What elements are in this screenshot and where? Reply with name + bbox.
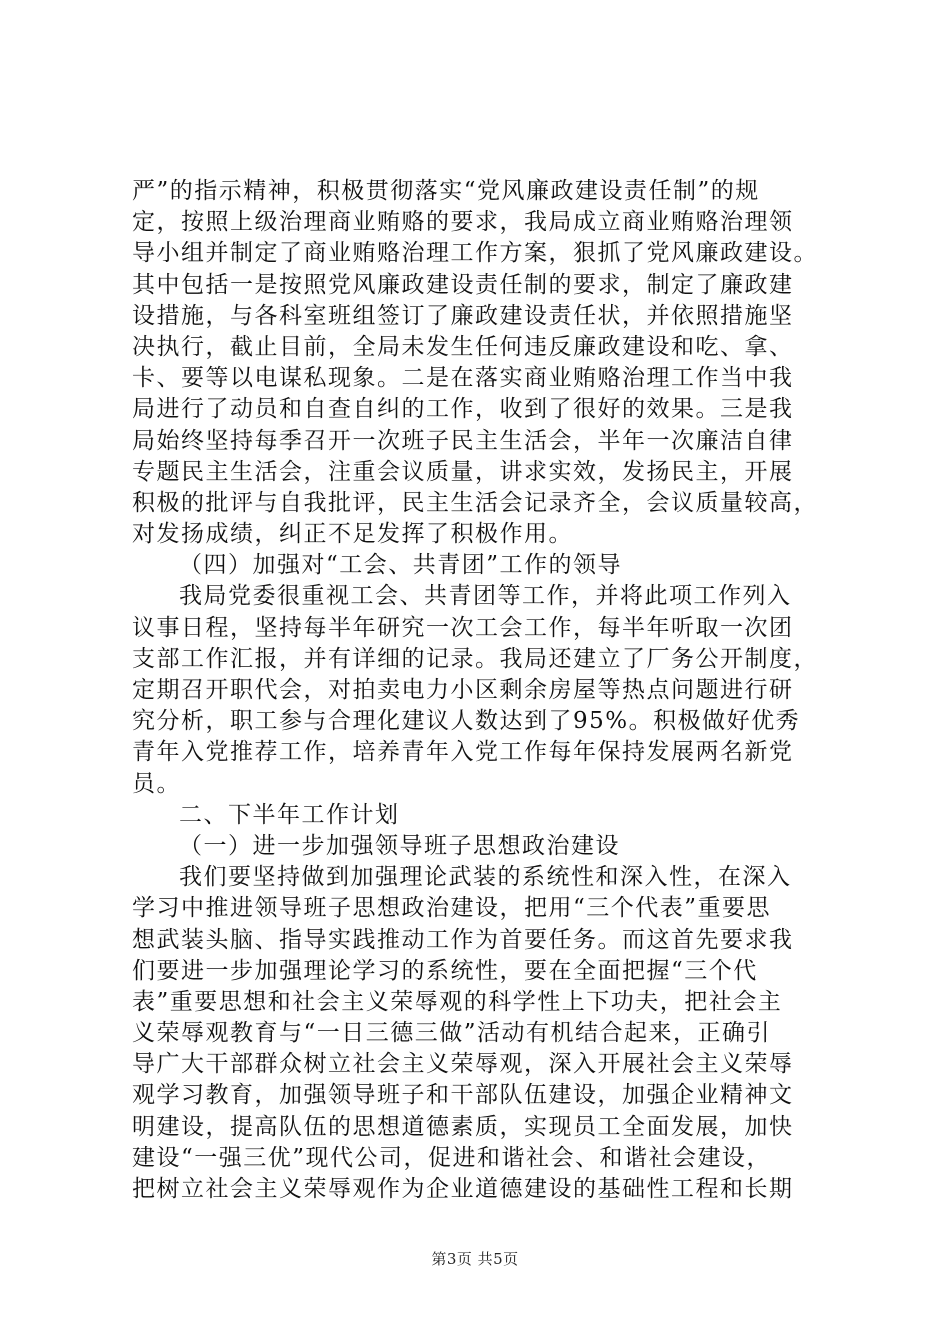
text-line: 其中包括一是按照党风廉政建设责任制的要求，制定了廉政建 xyxy=(132,271,794,298)
text-line: 想武装头脑、指导实践推动工作为首要任务。而这首先要求我 xyxy=(132,926,794,953)
text-line: 积极的批评与自我批评，民主生活会记录齐全，会议质量较高， xyxy=(132,489,818,516)
text-line: 定，按照上级治理商业贿赂的要求，我局成立商业贿赂治理领 xyxy=(132,209,794,236)
text-line: 我们要坚持做到加强理论武装的系统性和深入性，在深入 xyxy=(179,864,792,891)
text-line: 们要进一步加强理论学习的系统性，要在全面把握“三个代 xyxy=(132,957,758,984)
page-footer: 第3页 共5页 xyxy=(431,1250,519,1268)
text-line: 局始终坚持每季召开一次班子民主生活会，半年一次廉洁自律 xyxy=(132,427,794,454)
text-line: 卡、要等以电谋私现象。二是在落实商业贿赂治理工作当中我 xyxy=(132,365,794,392)
text-line: 二、下半年工作计划 xyxy=(179,801,400,828)
text-line: （四）加强对“工会、共青团”工作的领导 xyxy=(179,552,623,579)
text-line: 义荣辱观教育与“一日三德三做”活动有机结合起来，正确引 xyxy=(132,1020,772,1047)
text-line: 局进行了动员和自查自纠的工作，收到了很好的效果。三是我 xyxy=(132,396,794,423)
text-line: 青年入党推荐工作，培养青年入党工作每年保持发展两名新党 xyxy=(132,739,794,766)
text-line: 专题民主生活会，注重会议质量，讲求实效，发扬民主，开展 xyxy=(132,458,794,485)
text-line: 对发扬成绩，纠正不足发挥了积极作用。 xyxy=(132,521,573,548)
text-line: 议事日程，坚持每半年研究一次工会工作，每半年听取一次团 xyxy=(132,614,794,641)
text-line: 表”重要思想和社会主义荣辱观的科学性上下功夫，把社会主 xyxy=(132,988,783,1015)
text-line: （一）进一步加强领导班子思想政治建设 xyxy=(179,832,620,859)
text-line: 导广大干部群众树立社会主义荣辱观，深入开展社会主义荣辱 xyxy=(132,1051,794,1078)
text-line: 学习中推进领导班子思想政治建设，把用“三个代表”重要思 xyxy=(132,895,772,922)
text-line: 把树立社会主义荣辱观作为企业道德建设的基础性工程和长期 xyxy=(132,1176,794,1202)
text-line: 员。 xyxy=(132,770,181,797)
text-line: 设措施，与各科室班组签订了廉政建设责任状，并依照措施坚 xyxy=(132,302,794,329)
text-line: 建设“一强三优”现代公司，促进和谐社会、和谐社会建设， xyxy=(132,1144,772,1171)
text-line: 观学习教育，加强领导班子和干部队伍建设，加强企业精神文 xyxy=(132,1082,794,1109)
text-line: 究分析，职工参与合理化建议人数达到了95%。积极做好优秀 xyxy=(132,708,801,735)
text-line: 决执行，截止目前，全局未发生任何违反廉政建设和吃、拿、 xyxy=(132,333,794,360)
document-body xyxy=(132,176,832,1205)
text-line: 支部工作汇报，并有详细的记录。我局还建立了厂务公开制度， xyxy=(132,645,818,672)
text-line: 定期召开职代会，对拍卖电力小区剩余房屋等热点问题进行研 xyxy=(132,677,794,703)
text-line: 明建设，提高队伍的思想道德素质，实现员工全面发展，加快 xyxy=(132,1113,794,1140)
text-line: 严”的指示精神，积极贯彻落实“党风廉政建设责任制”的规 xyxy=(132,178,760,204)
text-line: 导小组并制定了商业贿赂治理工作方案，狠抓了党风廉政建设。 xyxy=(132,240,818,267)
text-line: 我局党委很重视工会、共青团等工作，并将此项工作列入 xyxy=(179,583,792,610)
